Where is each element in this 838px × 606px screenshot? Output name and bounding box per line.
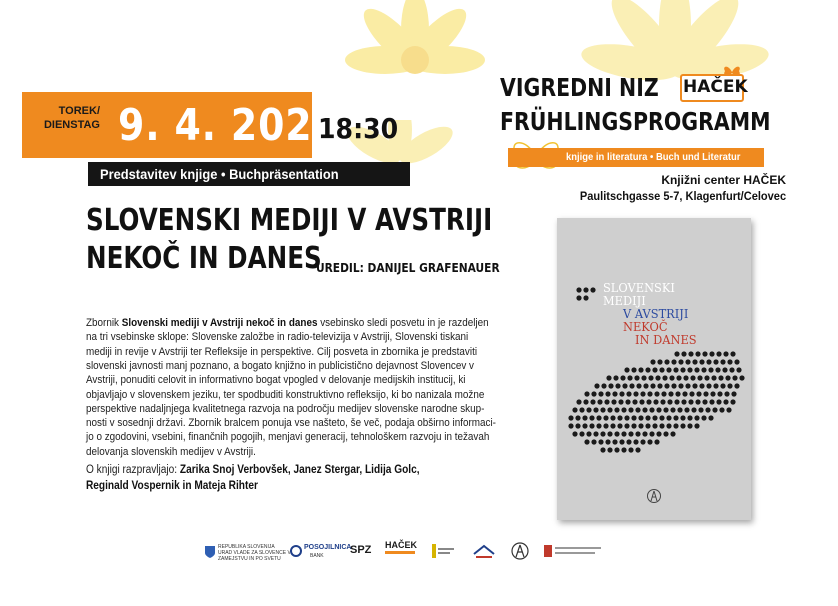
venue-name: Knjižni center HAČEK	[661, 173, 786, 187]
book-title-line-2: NEKOČ IN DANES	[86, 241, 322, 276]
butterfly-icon	[722, 64, 742, 80]
description-line: perspektive nadaljnjega kvalitetnega razvoja na področju medijev slovenske narodne skup-	[86, 402, 485, 415]
discussion-line-2: Reginald Vospernik in Mateja Rihter	[86, 480, 258, 492]
cover-title-1: SLOVENSKI	[603, 281, 675, 295]
cover-title-2: MEDIJI	[603, 294, 646, 308]
weekday-label: TOREK/ DIENSTAG	[43, 105, 100, 131]
sponsor-logo-4	[432, 544, 456, 560]
sponsor-logo-6	[511, 541, 529, 561]
series-title: VIGREDNI NIZ	[500, 73, 659, 102]
flower-decoration-icon	[330, 0, 500, 120]
book-cover	[557, 218, 751, 520]
description-line: delovanja slovenskih medijev v Avstriji.	[86, 445, 256, 458]
description-line: slovenski javnosti manj poznano, a bogato knjižno in publicistično dejavnost Slovencev v	[86, 359, 474, 372]
sponsor-logo-posojilnica: POSOJILNICA BANK	[290, 544, 342, 564]
event-type: Predstavitev knjige • Buchpräsentation	[100, 166, 339, 182]
posojilnica-icon	[290, 545, 302, 557]
sponsor-logo-5	[470, 542, 498, 562]
publisher-logo-icon	[647, 488, 661, 504]
sponsor-logo-7	[544, 545, 602, 557]
description-line: objavljajo v slovenskem jeziku, ter spodbuditi konstruktivno refleksijo, ki bo nanizala možne	[86, 388, 485, 401]
sponsor-logo-government: REPUBLIKA SLOVENIJA URAD VLADE ZA SLOVENCE V ZAMEJSTVU IN PO SVETU	[205, 544, 275, 564]
book-editor: UREDIL: DANIJEL GRAFENAUER	[316, 260, 500, 275]
event-time: 18:30	[318, 112, 399, 145]
book-title-line-1: SLOVENSKI MEDIJI V AVSTRIJI	[86, 203, 493, 238]
sponsor-logo-hacek: HAČEK	[385, 540, 417, 560]
sponsor-logo-spz: SPZ	[350, 544, 372, 556]
description-line: nosti v sosednji državi. Zbornik bralcem ponuja vse našteto, še več, podaja obširno informaci-	[86, 417, 496, 430]
description-line: Avstriji, ponuditi celovit in informativno bogat vpogled v delovanje medijskih institucij, ki	[86, 374, 466, 387]
venue-address: Paulitschgasse 5-7, Klagenfurt/Celovec	[579, 189, 786, 203]
description-line: jo o zgodovini, vsebini, finančnih pogojih, menjavi generacij, tehnološkem razvoju in težavah	[86, 431, 490, 444]
hacek-logo-text: HAČEK	[683, 77, 748, 97]
description-line: na tri vsebinske sklope: Slovenske založbe in radio-televizija v Avstriji, Slovenski tiskani	[86, 331, 469, 344]
description-line: Zbornik Slovenski mediji v Avstriji nekoč in danes vsebinsko sledi posvetu in je razdeljen	[86, 317, 489, 329]
description-line: mediji in revije v Avstriji ter Refleksije in perspektive. Cilj posveta in zbornika je predstaviti	[86, 345, 478, 358]
series-subtitle: FRÜHLINGSPROGRAMM	[500, 107, 771, 136]
austria-dot-map	[557, 218, 751, 520]
cover-title-3: V AVSTRIJI	[623, 307, 689, 321]
cover-title-5: IN DANES	[635, 333, 697, 347]
slovenia-crest-icon	[205, 546, 215, 558]
cover-title-4: NEKOČ	[623, 320, 668, 334]
discussion-line-1: O knjigi razpravljajo: Zarika Snoj Verbovšek, Janez Stergar, Lidija Golc,	[86, 464, 420, 476]
series-tagline: knjige in literatura • Buch und Literatur	[566, 151, 741, 163]
event-date: 9. 4. 2024	[118, 100, 340, 151]
